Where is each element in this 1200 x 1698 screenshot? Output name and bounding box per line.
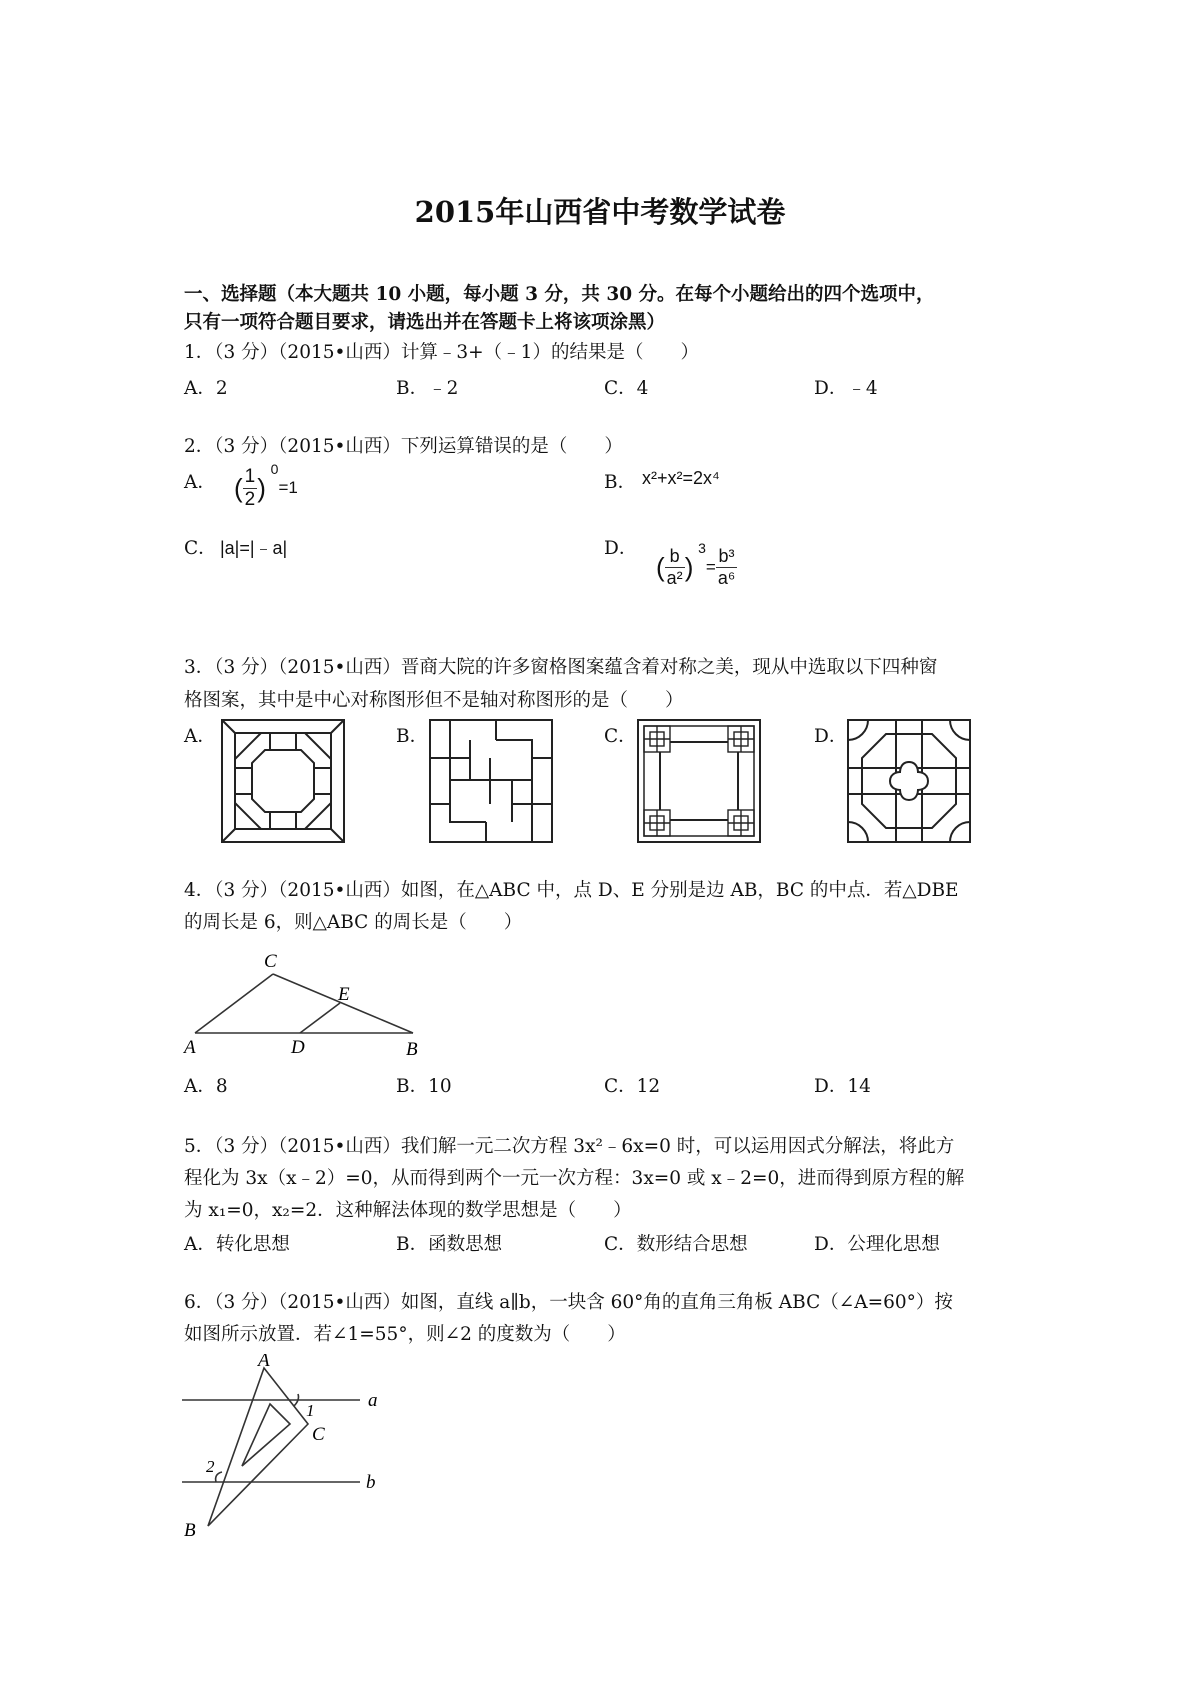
q2-d-exponent: 3	[698, 540, 706, 557]
q1-option-c: C．4	[604, 378, 649, 399]
window-pattern-c-figure	[636, 718, 762, 844]
q2-option-b-expression: x²+x²=2x⁴	[642, 468, 720, 488]
q2-d-left-numerator: b	[665, 546, 685, 568]
q6-line-b-label: b	[366, 1472, 376, 1493]
q2-stem: 2．（3 分）（2015•山西）下列运算错误的是（ ）	[184, 436, 623, 457]
q5-option-b: B．函数思想	[396, 1234, 503, 1255]
q2-a-exponent: 0	[270, 461, 279, 478]
q6-stem-line2: 如图所示放置．若∠1=55°，则∠2 的度数为（ ）	[184, 1324, 626, 1345]
q4-option-a: A．8	[184, 1076, 228, 1097]
q4-point-b-label: B	[406, 1039, 418, 1057]
q2-option-b-label: B．	[604, 472, 637, 493]
q3-stem-line1: 3．（3 分）（2015•山西）晋商大院的许多窗格图案蕴含着对称之美，现从中选取以下四种窗	[184, 657, 938, 678]
q4-point-e-label: E	[338, 984, 350, 1005]
q1-stem: 1．（3 分）（2015•山西）计算﹣3+（﹣1）的结果是（ ）	[184, 342, 699, 363]
triangle-ruler-figure	[178, 1354, 388, 1544]
q2-d-right-numerator: b³	[716, 546, 737, 568]
q3-option-a-label: A．	[184, 726, 216, 747]
window-pattern-a-figure	[220, 718, 346, 844]
q4-point-c-label: C	[264, 951, 277, 972]
q5-option-a: A．转化思想	[184, 1234, 290, 1255]
q4-point-d-label: D	[291, 1037, 305, 1057]
q5-option-d: D．公理化思想	[814, 1234, 940, 1255]
q6-angle-2-label: 2	[206, 1457, 215, 1476]
q1-option-a: A．2	[184, 378, 228, 399]
q4-option-b: B．10	[396, 1076, 452, 1097]
q2-a-denominator: 2	[244, 489, 256, 510]
q4-point-a-label: A	[184, 1037, 196, 1057]
section-heading-line2: 只有一项符合题目要求，请选出并在答题卡上将该项涂黑）	[184, 312, 666, 333]
q6-point-a-label: A	[258, 1354, 270, 1371]
q6-stem-line1: 6．（3 分）（2015•山西）如图，直线 a∥b，一块含 60°角的直角三角板 ABC（∠A=60°）按	[184, 1292, 953, 1313]
q5-stem-line2: 程化为 3x（x﹣2）=0，从而得到两个一元一次方程：3x=0 或 x﹣2=0，进而得到原方程的解	[184, 1168, 965, 1189]
q4-option-d: D．14	[814, 1076, 871, 1097]
q2-d-left-denominator: a²	[666, 568, 683, 588]
q5-stem-line3: 为 x₁=0，x₂=2．这种解法体现的数学思想是（ ）	[184, 1200, 632, 1221]
q2-a-rest: =1	[278, 477, 298, 497]
q1-option-d: D．﹣4	[814, 378, 878, 399]
q4-stem-line1: 4．（3 分）（2015•山西）如图，在△ABC 中，点 D、E 分别是边 AB，BC 的中点．若△DBE	[184, 880, 959, 901]
q2-option-a-expression: ( $\frac{1}{2}$ ) $^0$=1	[234, 461, 298, 510]
window-pattern-b-figure	[428, 718, 554, 844]
section-heading-line1: 一、选择题（本大题共 10 小题，每小题 3 分，共 30 分。在每个小题给出的四个选项中，	[184, 284, 935, 305]
q2-option-a-label: A．	[184, 472, 216, 493]
q3-option-b-label: B．	[396, 726, 429, 747]
q4-option-c: C．12	[604, 1076, 661, 1097]
q1-option-b: B．﹣2	[396, 378, 459, 399]
q5-option-c: C．数形结合思想	[604, 1234, 748, 1255]
q6-angle-1-label: 1	[306, 1401, 315, 1420]
q4-stem-line2: 的周长是 6，则△ABC 的周长是（ ）	[184, 912, 523, 933]
q2-option-d-expression: ( $\frac{b}{\text{a²}}$ ) $^3$= $\frac{\text{b³}}{\text{a⁶}}$	[656, 540, 736, 588]
q2-option-c-expression: |a|=|﹣a|	[220, 538, 288, 558]
window-pattern-d-figure	[846, 718, 972, 844]
q2-option-d-label: D．	[604, 538, 638, 559]
q2-option-c-label: C．	[184, 538, 217, 559]
q3-stem-line2: 格图案，其中是中心对称图形但不是轴对称图形的是（ ）	[184, 690, 684, 711]
page-title: 2015年山西省中考数学试卷	[414, 195, 786, 229]
triangle-abc-figure	[180, 945, 440, 1057]
q2-d-right-denominator: a⁶	[717, 568, 736, 588]
q6-point-b-label: B	[184, 1520, 196, 1541]
q2-a-numerator: 1	[244, 466, 256, 487]
q3-option-d-label: D．	[814, 726, 848, 747]
q3-option-c-label: C．	[604, 726, 637, 747]
q5-stem-line1: 5．（3 分）（2015•山西）我们解一元二次方程 3x²﹣6x=0 时，可以运用因式分解法，将此方	[184, 1136, 955, 1157]
q6-line-a-label: a	[368, 1390, 378, 1411]
q6-point-c-label: C	[312, 1424, 325, 1445]
